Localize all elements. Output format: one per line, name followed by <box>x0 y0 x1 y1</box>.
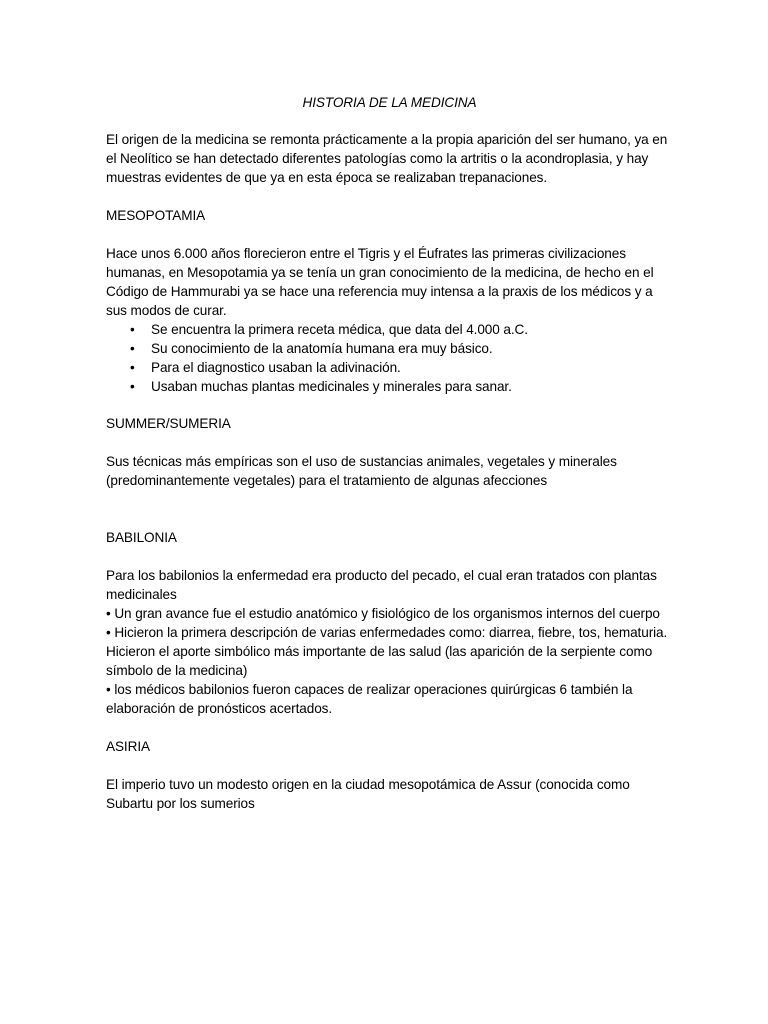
bullet-icon: • <box>130 360 135 375</box>
bullet-icon: • <box>130 322 135 337</box>
bullet-icon: • <box>130 341 135 356</box>
mesopotamia-bullet-list <box>106 320 668 396</box>
babilonia-line: • Un gran avance fue el estudio anatómico y fisiológico de los organismos internos del cuerpo <box>106 606 660 621</box>
list-item-text: Para el diagnostico usaban la adivinación. <box>151 360 401 375</box>
section-heading-sumeria: SUMMER/SUMERIA <box>106 416 231 431</box>
list-item-text: Su conocimiento de la anatomía humana era muy básico. <box>151 341 493 356</box>
list-item <box>106 358 668 377</box>
list-item <box>106 377 668 396</box>
intro-paragraph: El origen de la medicina se remonta prácticamente a la propia aparición del ser humano, ya en el Neolítico se han detectado diferentes patologías como la artritis o la acondroplasia, y hay muestras evidentes de que ya en esta época se realizaban trepanaciones. <box>106 132 668 185</box>
list-item-text: Se encuentra la primera receta médica, que data del 4.000 a.C. <box>151 322 528 337</box>
list-item <box>106 320 668 339</box>
asiria-paragraph: El imperio tuvo un modesto origen en la ciudad mesopotámica de Assur (conocida como Subartu por los sumerios <box>106 777 630 811</box>
section-heading-mesopotamia: MESOPOTAMIA <box>106 208 206 223</box>
sumeria-paragraph: Sus técnicas más empíricas son el uso de sustancias animales, vegetales y minerales (predominantemente vegetales) para el tratamiento de algunas afecciones <box>106 454 617 488</box>
list-item-text: Usaban muchas plantas medicinales y minerales para sanar. <box>151 379 512 394</box>
section-heading-babilonia: BABILONIA <box>106 530 177 545</box>
spacer <box>106 509 668 528</box>
babilonia-line: Para los babilonios la enfermedad era producto del pecado, el cual eran tratados con plantas medicinales <box>106 568 657 602</box>
babilonia-line: • Hicieron la primera descripción de varias enfermedades como: diarrea, fiebre, tos, hematuria. <box>106 625 668 640</box>
bullet-icon: • <box>130 379 135 394</box>
mesopotamia-paragraph: Hace unos 6.000 años florecieron entre el Tigris y el Éufrates las primeras civilizaciones humanas, en Mesopotamia ya se tenía un gran conocimiento de la medicina, de hecho en el Código de Hammurabi ya se hace una referencia muy intensa a la praxis de los médicos y a sus modos de curar. <box>106 246 654 318</box>
babilonia-block <box>106 566 668 718</box>
list-item <box>106 339 668 358</box>
document-title: HISTORIA DE LA MEDICINA <box>302 95 477 110</box>
section-heading-asiria: ASIRIA <box>106 739 150 754</box>
babilonia-line: Hicieron el aporte simbólico más importante de las salud (las aparición de la serpiente como símbolo de la medicina) <box>106 644 653 678</box>
babilonia-line: • los médicos babilonios fueron capaces de realizar operaciones quirúrgicas 6 también la elaboración de pronósticos acertados. <box>106 682 633 716</box>
